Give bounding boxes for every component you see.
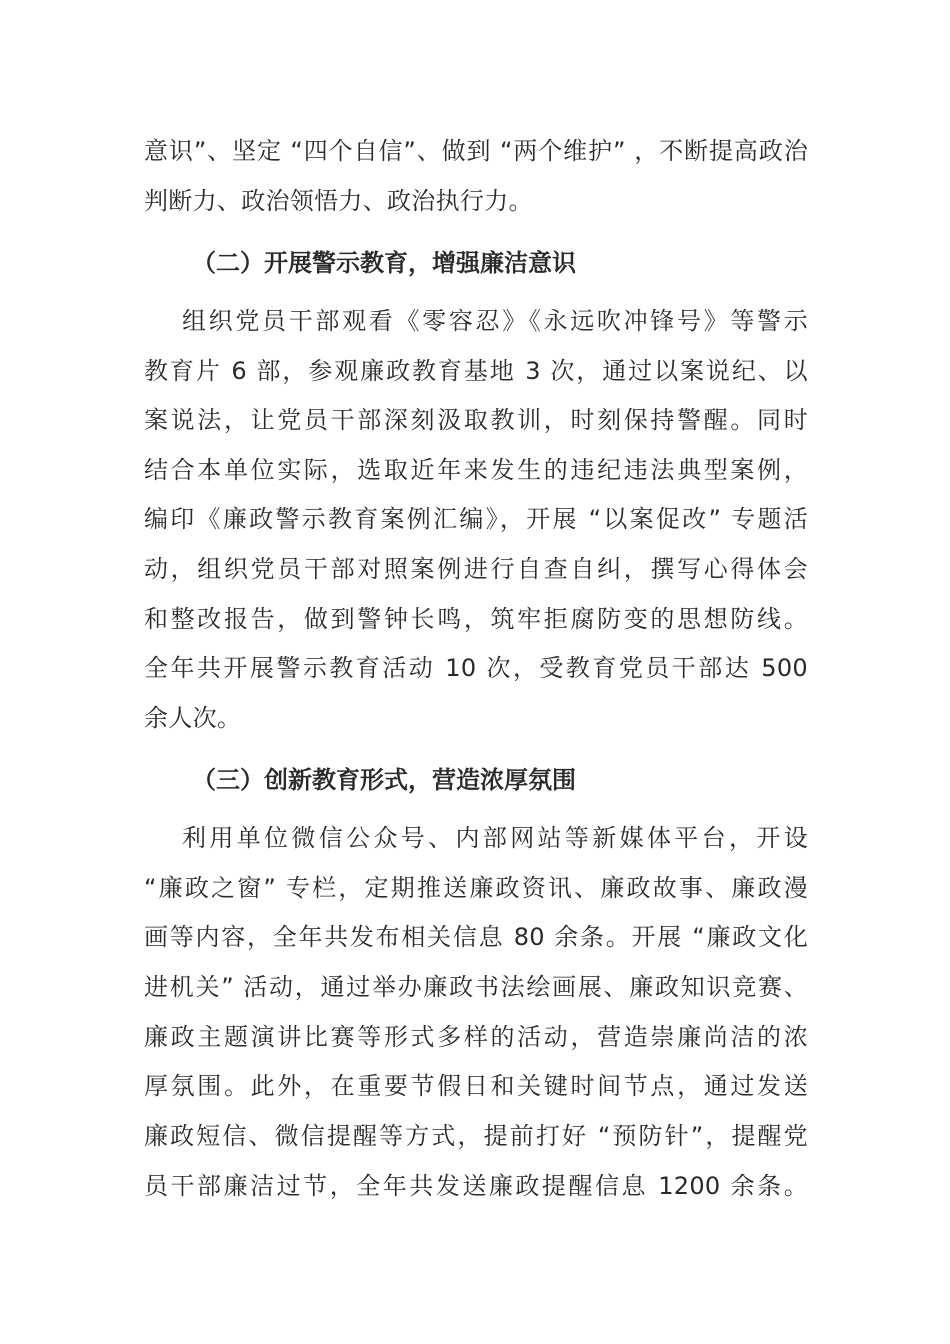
paragraph-line: 进机关” 活动，通过举办廉政书法绘画展、廉政知识竞赛、 bbox=[144, 973, 808, 1001]
paragraph-line: 和整改报告，做到警钟长鸣，筑牢拒腐防变的思想防线。 bbox=[144, 605, 808, 633]
paragraph-line: 员干部廉洁过节，全年共发送廉政提醒信息 1200 余条。 bbox=[144, 1172, 808, 1200]
paragraph-line: 廉政主题演讲比赛等形式多样的活动，营造崇廉尚洁的浓 bbox=[144, 1023, 808, 1051]
paragraph-line: 结合本单位实际，选取近年来发生的违纪违法典型案例， bbox=[144, 456, 808, 484]
paragraph-line: 厚氛围。此外，在重要节假日和关键时间节点，通过发送 bbox=[144, 1072, 808, 1100]
paragraph-line: 动，组织党员干部对照案例进行自查自纠，撰写心得体会 bbox=[144, 555, 808, 583]
paragraph-line: 余人次。 bbox=[144, 704, 242, 732]
paragraph-line: 全年共开展警示教育活动 10 次，受教育党员干部达 500 bbox=[144, 654, 808, 682]
paragraph-line: 编印《廉政警示教育案例汇编》，开展 “以案促改” 专题活 bbox=[144, 505, 808, 533]
paragraph-line: 组织党员干部观看《零容忍》《永远吹冲锋号》等警示 bbox=[182, 307, 808, 335]
paragraph-line: 案说法，让党员干部深刻汲取教训，时刻保持警醒。同时 bbox=[144, 406, 808, 434]
section-heading-2: （二）开展警示教育，增强廉洁意识 bbox=[192, 249, 576, 277]
paragraph-line: 廉政短信、微信提醒等方式，提前打好 “预防针”，提醒党 bbox=[144, 1122, 808, 1150]
paragraph-line: 利用单位微信公众号、内部网站等新媒体平台，开设 bbox=[182, 824, 808, 852]
section-heading-3: （三）创新教育形式，营造浓厚氛围 bbox=[192, 766, 576, 794]
paragraph-line: 意识”、坚定 “四个自信”、做到 “两个维护” ，不断提高政治 bbox=[144, 137, 808, 165]
paragraph-line: 判断力、政治领悟力、政治执行力。 bbox=[144, 187, 533, 215]
paragraph-line: 画等内容，全年共发布相关信息 80 余条。开展 “廉政文化 bbox=[144, 923, 808, 951]
paragraph-line: 教育片 6 部，参观廉政教育基地 3 次，通过以案说纪、以 bbox=[144, 357, 808, 385]
paragraph-line: “廉政之窗” 专栏，定期推送廉政资讯、廉政故事、廉政漫 bbox=[144, 874, 808, 902]
